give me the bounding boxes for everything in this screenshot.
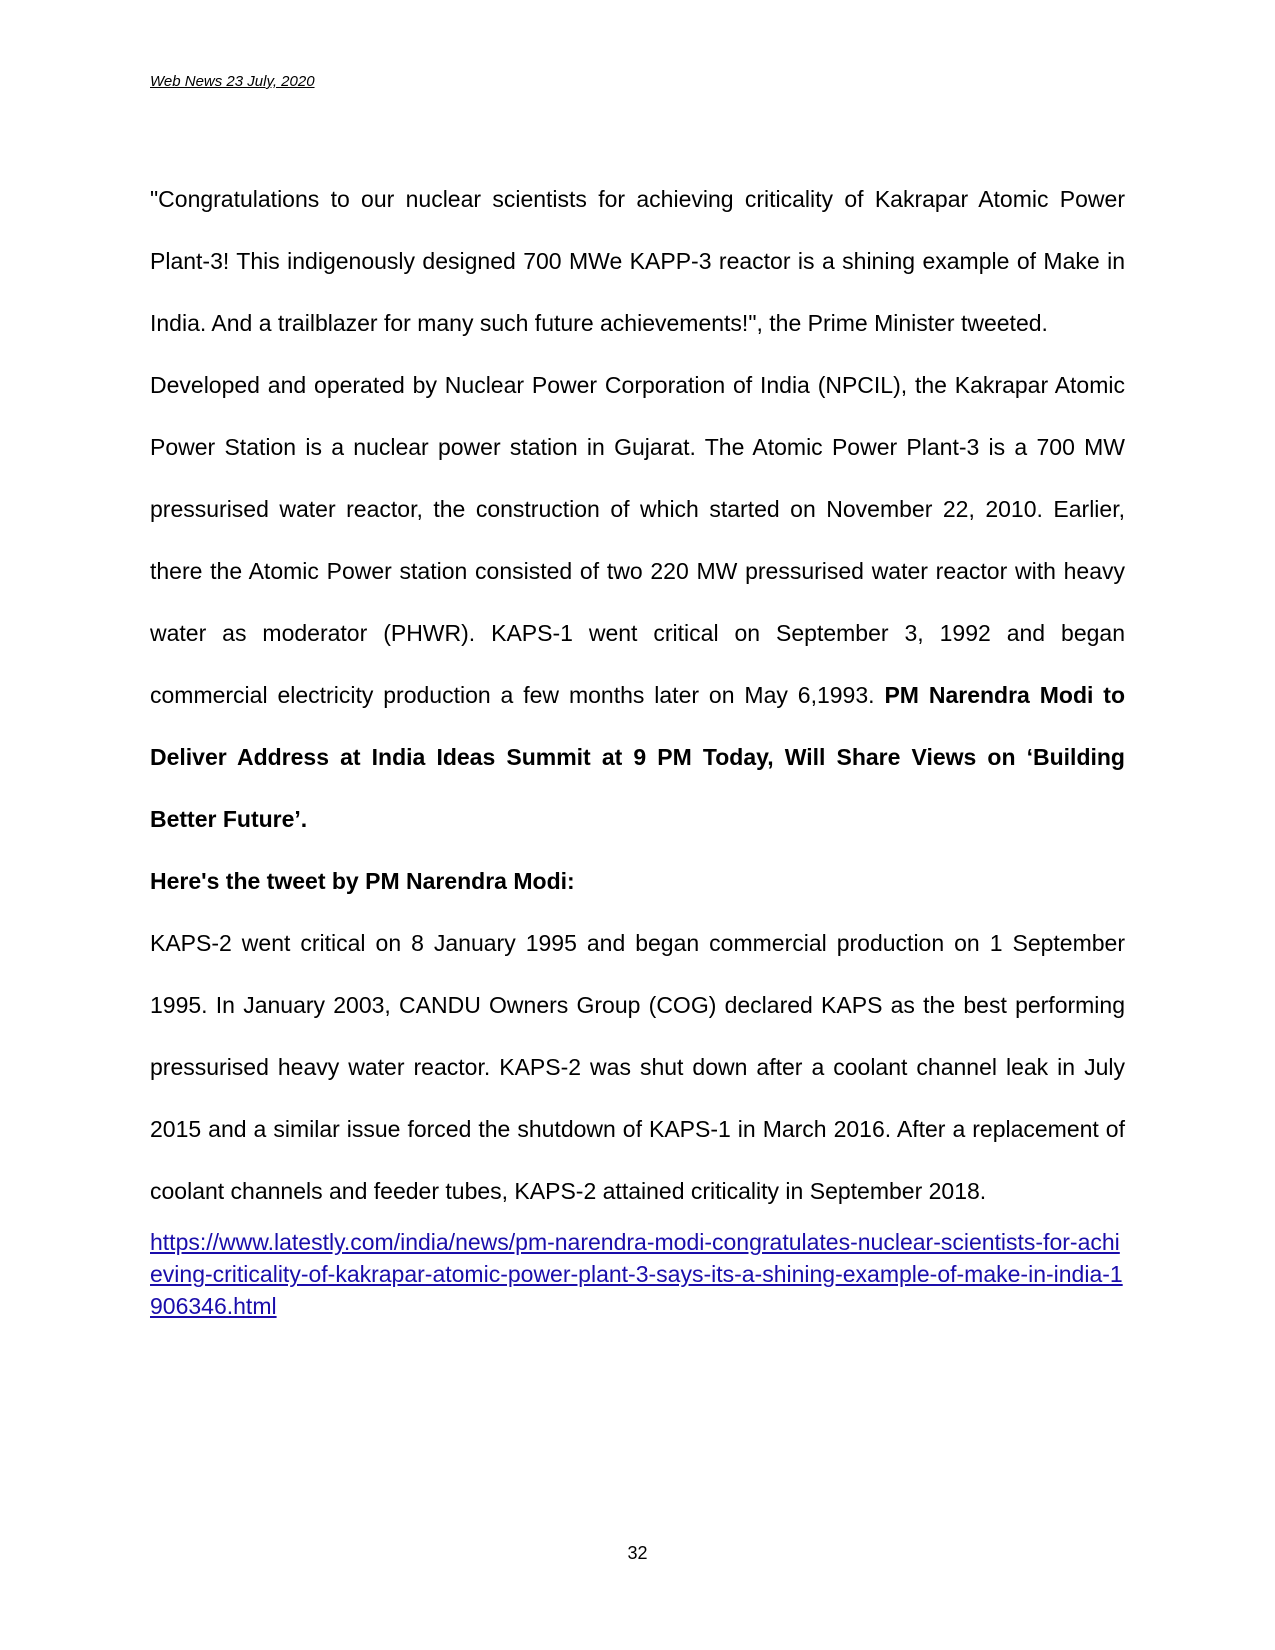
tweet-label: Here's the tweet by PM Narendra Modi: [150, 868, 575, 894]
article-body [150, 168, 1125, 1322]
page-number: 32 [627, 1543, 648, 1563]
source-link[interactable]: https://www.latestly.com/india/news/pm-narendra-modi-congratulates-nuclear-scientists-for-achieving-criticality-of-kakrapar-atomic-power-plant-3-says-its-a-shining-example-of-make-in-india-1906346.html [150, 1229, 1123, 1319]
quote-paragraph: "Congratulations to our nuclear scientists for achieving criticality of Kakrapar Atomic Power Plant-3! This indigenously designed 700 MWe KAPP-3 reactor is a shining example of Make in India. And a trailblazer for many such future achievements!", the Prime Minister tweeted. [150, 186, 1125, 336]
background-paragraph [150, 354, 1125, 850]
background-text: Developed and operated by Nuclear Power Corporation of India (NPCIL), the Kakrapar Atomic Power Station is a nuclear power station in Gujarat. The Atomic Power Plant-3 is a 700 MW pressurised water reactor, the construction of which started on November 22, 2010. Earlier, there the Atomic Power station consisted of two 220 MW pressurised water reactor with heavy water as moderator (PHWR). KAPS-1 went critical on September 3, 1992 and began commercial electricity production a few months later on May 6,1993. [150, 372, 1125, 708]
kaps2-paragraph: KAPS-2 went critical on 8 January 1995 and began commercial production on 1 September 1995. In January 2003, CANDU Owners Group (COG) declared KAPS as the best performing pressurised heavy water reactor. KAPS-2 was shut down after a coolant channel leak in July 2015 and a similar issue forced the shutdown of KAPS-1 in March 2016. After a replacement of coolant channels and feeder tubes, KAPS-2 attained criticality in September 2018. [150, 930, 1125, 1204]
headline-text: PM Narendra Modi to Deliver Address at India Ideas Summit at 9 PM Today, Will Share Views on ‘Building Better Future’. [150, 682, 1125, 832]
page-header-date: Web News 23 July, 2020 [150, 73, 315, 90]
